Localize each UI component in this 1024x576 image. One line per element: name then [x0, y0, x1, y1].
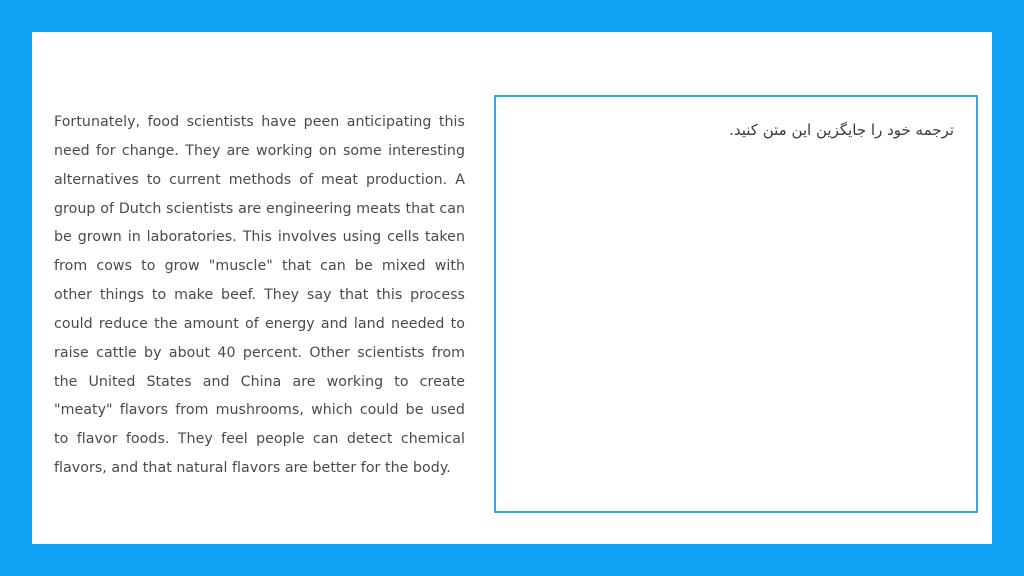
content-card	[32, 32, 992, 544]
english-passage: Fortunately, food scientists have peen anticipating this need for change. They are working on some interesting alternatives to current methods of meat production. A group of Dutch scientists are engineering meats that can be grown in laboratories. This involves using cells taken from cows to grow "muscle" that can be mixed with other things to make beef. They say that this process could reduce the amount of energy and land needed to raise cattle by about 40 percent. Other scientists from the United States and China are working to create "meaty" flavors from mushrooms, which could be used to flavor foods. They feel people can detect chemical flavors, and that natural flavors are better for the body.	[54, 114, 465, 477]
translation-placeholder[interactable]: ترجمه خود را جایگزین این متن کنید.	[729, 121, 954, 139]
translation-box[interactable]	[494, 95, 978, 513]
